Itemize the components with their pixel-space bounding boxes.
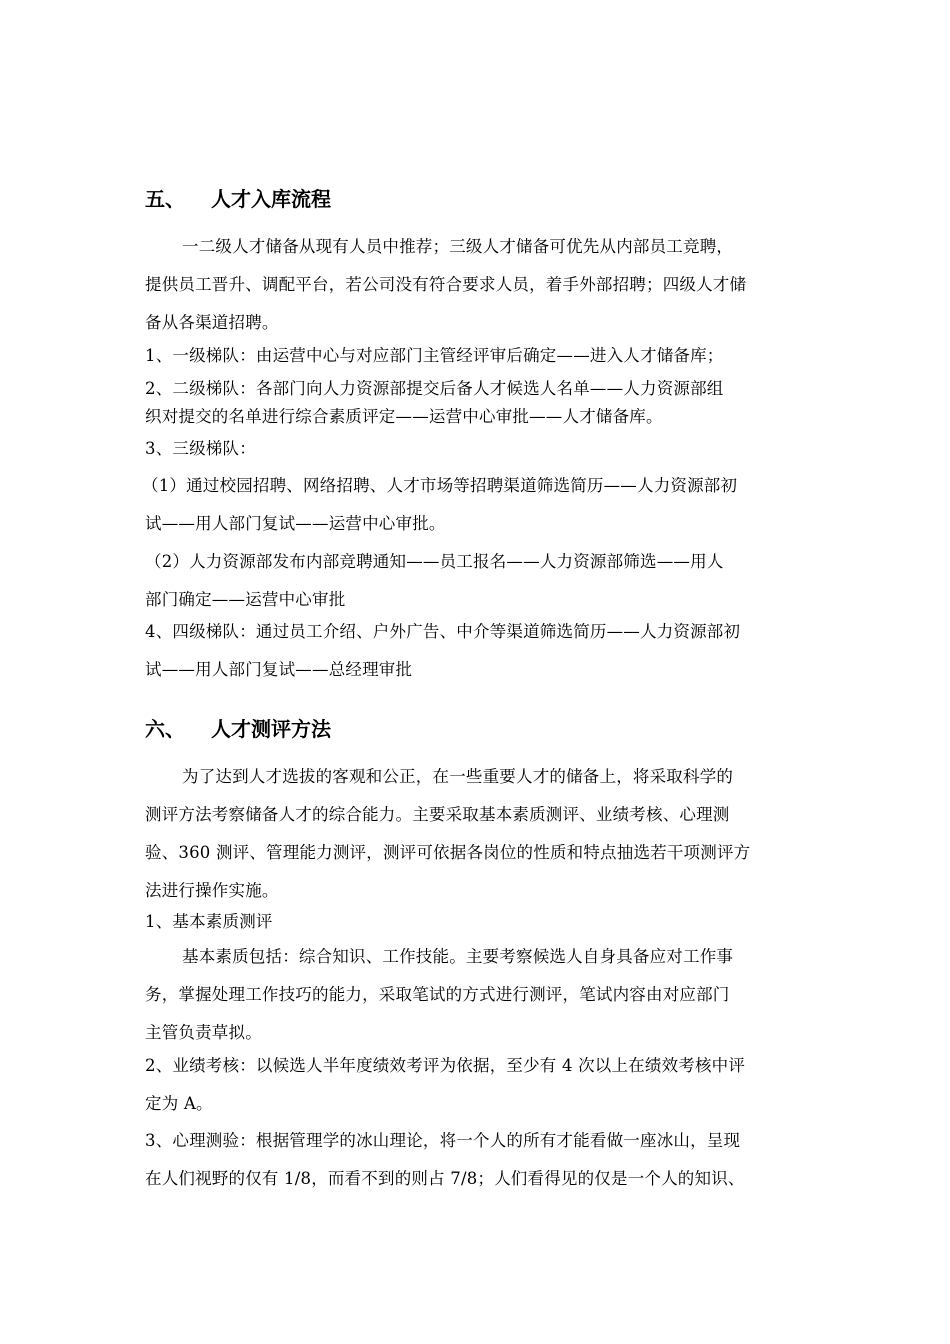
section-6-heading — [145, 713, 331, 742]
text-line: 一二级人才储备从现有人员中推荐；三级人才储备可优先从内部员工竞聘， — [182, 237, 734, 256]
text-line: 为了达到人才选拔的客观和公正，在一些重要人才的储备上，将采取科学的 — [182, 767, 734, 786]
text-line: 基本素质包括：综合知识、工作技能。主要考察候选人自身具备应对工作事 — [182, 947, 734, 966]
section-6-item-1-title — [145, 908, 810, 936]
section-6-item-1-body — [145, 938, 810, 1052]
section-5-heading — [145, 183, 331, 212]
text-line: 1、一级梯队：由运营中心与对应部门主管经评审后确定——进入人才储备库； — [145, 346, 724, 365]
section-6-item-3 — [145, 1122, 810, 1198]
section-5-item-1 — [145, 342, 810, 370]
section-6-title: 人才测评方法 — [211, 717, 331, 741]
text-line: 法进行操作实施。 — [145, 881, 279, 900]
section-5-number: 五、 — [145, 187, 185, 211]
text-line: 3、三级梯队： — [145, 439, 256, 458]
text-line: 3、心理测验：根据管理学的冰山理论，将一个人的所有才能看做一座冰山，呈现 — [145, 1131, 741, 1150]
text-line: 备从各渠道招聘。 — [145, 313, 279, 332]
text-line: 4、四级梯队：通过员工介绍、户外广告、中介等渠道筛选简历——人力资源部初 — [145, 622, 741, 641]
text-line: 1、基本素质测评 — [145, 912, 273, 931]
text-line: 主管负责草拟。 — [145, 1023, 262, 1042]
text-line: （2）人力资源部发布内部竞聘通知——员工报名——人力资源部筛选——用人 — [145, 552, 724, 571]
text-line: 2、业绩考核：以候选人半年度绩效考评为依据，至少有 4 次以上在绩效考核中评 — [145, 1056, 746, 1075]
text-line: 2、二级梯队：各部门向人力资源部提交后备人才候选人名单——人力资源部组 — [145, 379, 724, 398]
text-line: 在人们视野的仅有 1/8，而看不到的则占 7/8；人们看得见的仅是一个人的知识、 — [145, 1169, 745, 1188]
text-line: 部门确定——运营中心审批 — [145, 590, 346, 609]
section-5-item-3 — [145, 435, 810, 463]
section-5-item-3-1 — [142, 467, 807, 543]
section-5-title: 人才入库流程 — [211, 187, 331, 211]
text-line: 定为 A。 — [145, 1094, 213, 1113]
text-line: 务，掌握处理工作技巧的能力，采取笔试的方式进行测评，笔试内容由对应部门 — [145, 985, 730, 1004]
section-6-item-2 — [145, 1047, 810, 1123]
section-6-intro — [145, 758, 810, 910]
section-5-intro — [145, 228, 810, 342]
section-5-item-2 — [145, 375, 810, 431]
section-5-item-3-2 — [145, 543, 810, 619]
text-line: 试——用人部门复试——总经理审批 — [145, 660, 413, 679]
text-line: 测评方法考察储备人才的综合能力。主要采取基本素质测评、业绩考核、心理测 — [145, 805, 730, 824]
text-line: 试——用人部门复试——运营中心审批。 — [145, 514, 446, 533]
text-line: 织对提交的名单进行综合素质评定——运营中心审批——人才储备库。 — [145, 407, 663, 426]
text-line: （1）通过校园招聘、网络招聘、人才市场等招聘渠道筛选简历——人力资源部初 — [142, 476, 738, 495]
text-line: 提供员工晋升、调配平台，若公司没有符合要求人员，着手外部招聘；四级人才储 — [145, 275, 747, 294]
text-line: 验、360 测评、管理能力测评，测评可依据各岗位的性质和特点抽选若干项测评方 — [145, 843, 751, 862]
section-5-item-4 — [145, 613, 810, 689]
section-6-number: 六、 — [145, 717, 185, 741]
